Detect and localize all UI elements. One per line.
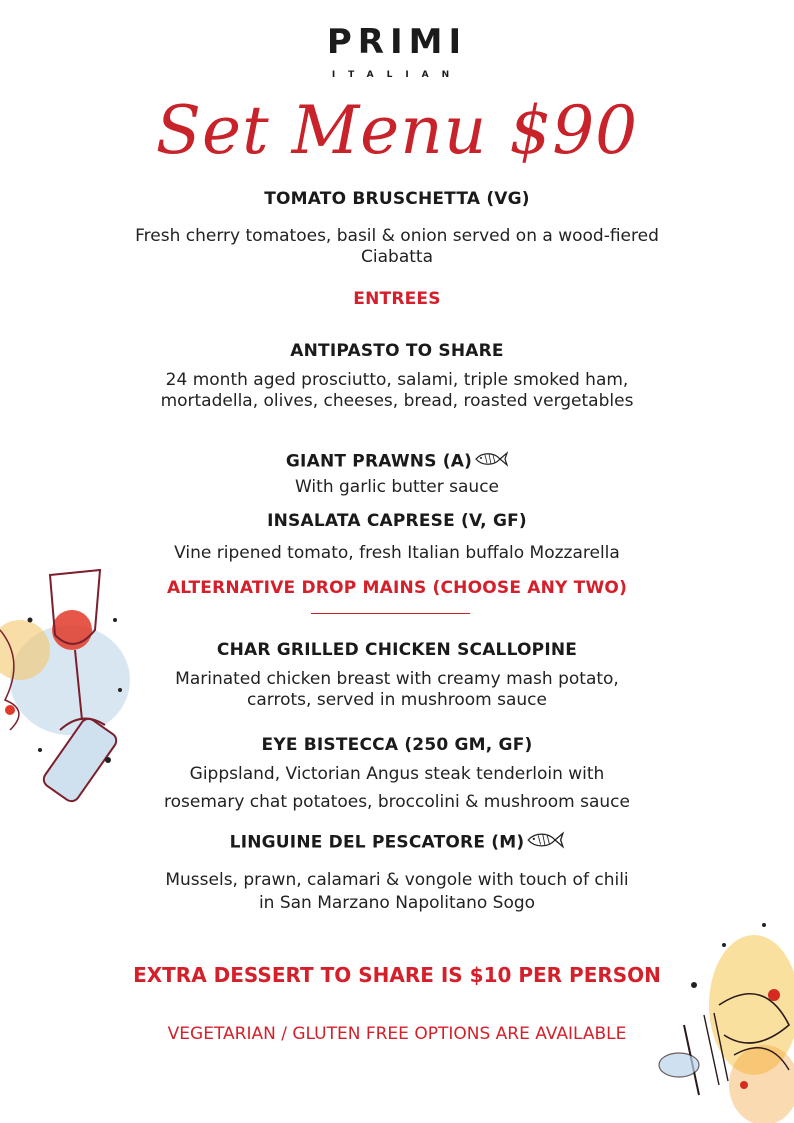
page-title	[0, 92, 794, 169]
item-desc-line: rosemary chat potatoes, broccolini & mushroom sauce	[164, 792, 630, 812]
item-name-antipasto: ANTIPASTO TO SHARE	[290, 341, 504, 361]
item-desc-line: With garlic butter sauce	[295, 477, 499, 497]
section-heading-entrees: ENTREES	[353, 289, 441, 309]
item-desc-line: Fresh cherry tomatoes, basil & onion served on a wood-fiered	[135, 226, 659, 246]
brand-subtitle: ITALIAN	[331, 70, 463, 80]
wine-glass-illustration	[0, 560, 150, 840]
item-name-linguine: LINGUINE DEL PESCATORE (M)	[229, 832, 525, 853]
item-desc-line: Gippsland, Victorian Angus steak tenderloin with	[189, 764, 605, 784]
set-menu-title: Set Menu $90	[155, 92, 639, 169]
item-desc-line: Vine ripened tomato, fresh Italian buffalo Mozzarella	[174, 543, 620, 563]
item-heading-prawns	[0, 451, 794, 472]
dessert-note: EXTRA DESSERT TO SHARE IS $10 PER PERSON	[133, 963, 661, 987]
section-divider	[311, 613, 470, 614]
fish-icon	[526, 831, 564, 854]
item-desc-line: 24 month aged prosciutto, salami, triple smoked ham,	[165, 370, 629, 390]
item-name-prawns: GIANT PRAWNS (A)	[285, 451, 473, 472]
item-desc-line: in San Marzano Napolitano Sogo	[258, 893, 536, 913]
item-desc-line: Marinated chicken breast with creamy mash potato,	[175, 669, 619, 689]
item-name-insalata: INSALATA CAPRESE (V, GF)	[267, 511, 527, 531]
brand-subtitle-wrap	[0, 62, 794, 81]
item-name-chicken: CHAR GRILLED CHICKEN SCALLOPINE	[216, 640, 578, 660]
brand-name: PRIMI	[326, 22, 468, 62]
item-desc-line: Ciabatta	[361, 247, 433, 267]
item-desc-line: Mussels, prawn, calamari & vongole with touch of chili	[165, 870, 629, 890]
item-name-bistecca: EYE BISTECCA (250 GM, GF)	[261, 735, 533, 755]
brand-logo	[0, 22, 794, 62]
item-desc-line: mortadella, olives, cheeses, bread, roasted vergetables	[160, 391, 634, 411]
dietary-options-note: VEGETARIAN / GLUTEN FREE OPTIONS ARE AVAILABLE	[167, 1024, 627, 1044]
item-name-bruschetta: TOMATO BRUSCHETTA (VG)	[264, 189, 530, 209]
fish-icon	[474, 451, 508, 472]
section-heading-mains: ALTERNATIVE DROP MAINS (CHOOSE ANY TWO)	[166, 578, 628, 598]
pasta-illustration	[624, 885, 794, 1123]
item-desc-line: carrots, served in mushroom sauce	[247, 690, 547, 710]
